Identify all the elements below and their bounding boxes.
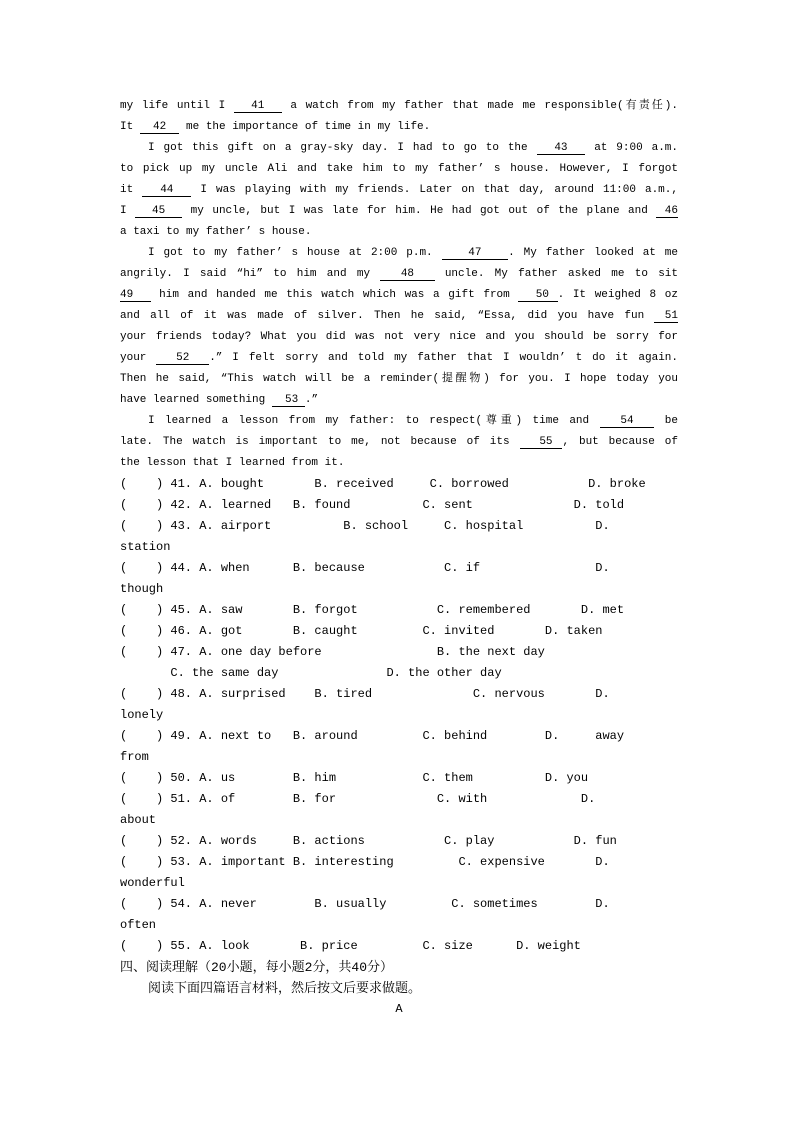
option-line: ( ) 45. A. saw B. forgot C. remembered D. met [120,603,625,617]
cloze-blank: 48 [380,268,435,280]
option-line: ( ) 47. A. one day before B. the next day [120,645,545,659]
cloze-line: my life until I 41 a watch from my father that made me responsible(有责任). [120,100,679,112]
option-line: ( ) 48. A. surprised B. tired C. nervous D. [120,687,610,701]
cloze-blank: 45 [135,205,183,217]
cloze-blank: 52 [156,352,210,364]
cloze-line: I got to my father’ s house at 2:00 p.m. 47 . My father looked at me [148,247,678,259]
option-line: often [120,918,157,932]
option-line: ( ) 54. A. never B. usually C. sometimes D. [120,897,610,911]
option-line: ( ) 42. A. learned B. found C. sent D. told [120,498,625,512]
cloze-blank: 50 [518,289,558,301]
option-line: ( ) 51. A. of B. for C. with D. [120,792,596,806]
option-line: ( ) 55. A. look B. price C. size D. weight [120,939,581,953]
option-line: from [120,750,149,764]
cloze-line: 49 him and handed me this watch which was a gift from 50 . It weighed 8 oz [120,289,679,301]
option-line: C. the same day D. the other day [120,666,502,680]
document-body [120,96,678,1020]
cloze-line: late. The watch is important to me, not because of its 55 , but because of [120,436,679,448]
cloze-blank: 44 [142,184,192,196]
cloze-line: a taxi to my father’ s house. [120,226,312,238]
cloze-line: I 45 my uncle, but I was late for him. He had got out of the plane and 46 [120,205,678,217]
cloze-line: angrily. I said “hi” to him and my 48 uncle. My father asked me to sit [120,268,679,280]
option-line: ( ) 50. A. us B. him C. them D. you [120,771,589,785]
cloze-line: have learned something 53 .” [120,394,319,406]
option-line: ( ) 52. A. words B. actions C. play D. fun [120,834,617,848]
cloze-blank: 47 [441,247,509,259]
cloze-line: the lesson that I learned from it. [120,457,345,469]
cloze-blank: 46 [656,205,678,217]
cloze-blank: 49 [120,289,151,301]
option-line: though [120,582,164,596]
section-subheading: 阅读下面四篇语言材料，然后按文后要求做题。 [148,981,422,996]
cloze-blank: 55 [519,436,563,448]
option-line: ( ) 44. A. when B. because C. if D. [120,561,610,575]
options-list [120,474,678,957]
option-line: lonely [120,708,164,722]
option-line: wonderful [120,876,185,890]
cloze-line: your friends today? What you did was not very nice and you should be sorry for [120,331,678,343]
option-line: ( ) 41. A. bought B. received C. borrowed D. broke [120,477,646,491]
cloze-line: I got this gift on a gray-sky day. I had to go to the 43 at 9:00 a.m. [148,142,678,154]
section-heading: 四、阅读理解（20小题，每小题2分，共40分） [120,960,394,975]
cloze-blank: 53 [271,394,305,406]
option-line: ( ) 46. A. got B. caught C. invited D. taken [120,624,603,638]
cloze-blank: 43 [536,142,586,154]
option-line: ( ) 53. A. important B. interesting C. expensive D. [120,855,610,869]
option-line: ( ) 49. A. next to B. around C. behind D. away [120,729,625,743]
cloze-line: I learned a lesson from my father: to respect(尊重) time and 54 be [148,415,678,427]
cloze-blank: 42 [139,121,180,133]
passage-label: A [395,1002,403,1016]
cloze-line: Then he said, “This watch will be a reminder(提醒物) for you. I hope today you [120,373,678,385]
cloze-line: and all of it was made of silver. Then he said, “Essa, did you have fun 51 [120,310,678,322]
option-line: station [120,540,171,554]
cloze-passage [120,96,678,474]
option-line: ( ) 43. A. airport B. school C. hospital D. [120,519,610,533]
cloze-blank: 51 [654,310,678,322]
cloze-blank: 54 [599,415,655,427]
option-line: about [120,813,157,827]
cloze-line: to pick up my uncle Ali and take him to my father’ s house. However, I forgot [120,163,678,175]
cloze-line: It 42 me the importance of time in my life. [120,121,431,133]
cloze-line: your 52 .” I felt sorry and told my father that I wouldn’ t do it again. [120,352,679,364]
cloze-blank: 41 [233,100,282,112]
cloze-line: it 44 I was playing with my friends. Later on that day, around 11:00 a.m., [120,184,678,196]
